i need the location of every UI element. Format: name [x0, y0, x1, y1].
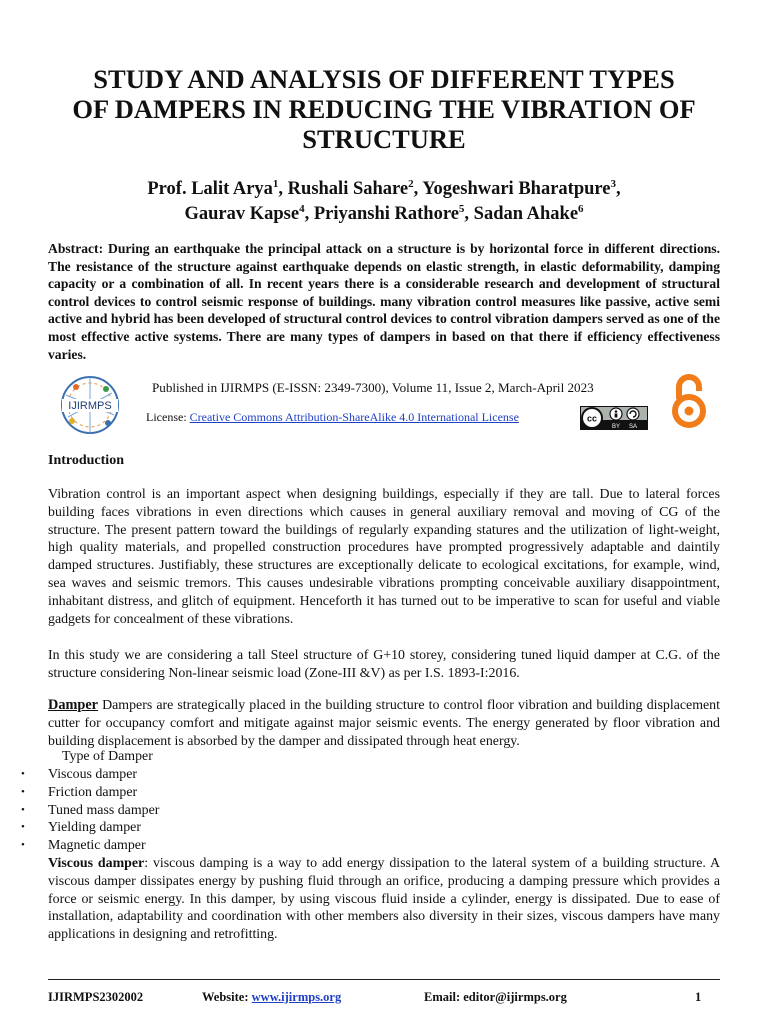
- viscous-damper-paragraph: [48, 855, 720, 944]
- author-name: Yogeshwari Bharatpure: [422, 179, 611, 199]
- author-name: Gaurav Kapse: [184, 204, 300, 224]
- damper-types-list: [0, 766, 159, 855]
- author-affiliation: 5: [458, 202, 465, 215]
- author-line: Prof. Lalit Arya$^1$, Rushali Sahare$^2$, Yogeshwari Bharatpure$^3$,: [147, 177, 621, 199]
- sa-icon: [627, 408, 639, 420]
- damper-text: Dampers are strategically placed in the building structure to control floor vibration and building displacement cutter for occupancy comfort and mitigate against major seismic events. The energy generated by floor vibration and building displacement is absorbed by the damper and dissipated through heat energy.: [48, 698, 720, 749]
- abstract: Abstract: During an earthquake the principal attack on a structure is by horizontal force in different directions. The resistance of the structure against earthquake depends on elastic strength, in elastic deformability, damping capacity or a combination of all. In recent years there is a considerable research and development of structural control devices to control seismic response of buildings. many vibration control measures like passive, active semi active and hybrid has been developed of structural control devices to control vibration dampers served as one of the most effective active systems. There are many types of dampers in based on that there if efficiency effectiveness varies.: [48, 241, 720, 362]
- publication-info: Published in IJIRMPS (E-ISSN: 2349-7300), Volume 11, Issue 2, March-April 2023: [152, 380, 594, 395]
- list-item-text: Tuned mass damper: [48, 802, 160, 818]
- list-item: [0, 766, 159, 784]
- author-affiliation: 2: [408, 177, 414, 190]
- introduction-paragraph: Vibration control is an important aspect when designing buildings, especially if they are tall. Due to lateral forces building faces vibrations in even directions which causes in general auxiliary removal and moving of CG of the structure. The present pattern toward the buildings of regularly expanding statures and the utilization of light-weight, high quality materials, and propelled construction procedures have prompted progressively adaptable and daintily damped structures. Justifiably, these structures are exceptionally delicate to ecological excitations, for example, wind, sea waves and seismic tremors. This causes undesirable vibrations prompting conceivable auxiliary disappointment, inhabitant distress, and glitch of equipment. Henceforth it has turned out to be imperative to scan for useful and viable gadgets for concealment of these vibrations.: [48, 487, 720, 627]
- bullet-icon: •: [21, 839, 25, 852]
- damper-paragraph: [48, 697, 720, 750]
- author-list: [40, 177, 728, 227]
- list-item: [0, 784, 159, 802]
- author-name: Rushali Sahare: [287, 179, 409, 199]
- list-item-text: Friction damper: [48, 784, 138, 800]
- bullet-icon: •: [21, 821, 25, 834]
- footer-website: [202, 990, 341, 1005]
- introduction-heading: Introduction: [48, 453, 124, 468]
- damper-types-heading: Type of Damper: [62, 749, 153, 764]
- by-text: BY: [611, 424, 621, 430]
- author-name: Prof. Lalit Arya: [147, 179, 273, 199]
- author-affiliation: 6: [578, 202, 584, 215]
- paper-title: [40, 64, 728, 154]
- viscous-text: : viscous damping is a way to add energy dissipation to the lateral system of a building structure. A viscous damper dissipates energy by pushing fluid through an orifice, producing a damping pressure which provides a force or seismic energy. In this damper, by using viscous fluid inside a cylinder, energy is dissipated. Due to ease of installation, adaptability and coordination with other members also diversity in their sizes, viscous dampers have many applications in designing and retrofitting.: [48, 856, 720, 943]
- author-affiliation: 1: [272, 177, 279, 190]
- bullet-icon: •: [21, 768, 25, 780]
- website-link[interactable]: www.ijirmps.org: [251, 990, 342, 1004]
- footer-rule: [48, 979, 720, 980]
- open-access-icon: [667, 372, 711, 432]
- author-name: Sadan Ahake: [473, 204, 579, 224]
- website-label: Website:: [202, 990, 252, 1004]
- sa-text: SA: [628, 424, 638, 430]
- title-line: STUDY AND ANALYSIS OF DIFFERENT TYPES: [93, 64, 675, 94]
- bullet-icon: •: [21, 803, 25, 816]
- list-item: [0, 837, 159, 855]
- list-item: [0, 819, 159, 837]
- ijirmps-logo: [56, 373, 124, 437]
- license-link[interactable]: Creative Commons Attribution-ShareAlike 4.0 International License: [189, 410, 519, 424]
- bullet-icon: •: [21, 785, 25, 798]
- license-label: License:: [146, 410, 190, 424]
- license-line: [146, 410, 519, 425]
- page-number: 1: [695, 990, 702, 1004]
- list-item-text: Viscous damper: [48, 767, 138, 782]
- footer-email: Email: editor@ijirmps.org: [424, 990, 567, 1004]
- author-name: Priyanshi Rathore: [313, 204, 459, 224]
- author-affiliation: 3: [610, 177, 616, 190]
- title-line: STRUCTURE: [302, 124, 466, 154]
- author-line: Gaurav Kapse$^4$, Priyanshi Rathore$^5$, Sadan Ahake$^6$: [184, 202, 584, 224]
- study-paragraph: In this study we are considering a tall Steel structure of G+10 storey, considering tuned liquid damper at C.G. of the structure considering Non-linear seismic load (Zone-III &V) as per I.S. 1893-I:2016.: [48, 648, 720, 681]
- list-item-text: Yielding damper: [48, 820, 141, 836]
- list-item: [0, 802, 159, 820]
- cc-by-sa-badge[interactable]: [580, 406, 648, 430]
- cc-text: cc: [586, 413, 598, 424]
- viscous-label: Viscous damper: [48, 856, 145, 871]
- logo-text: IJIRMPS: [68, 400, 112, 412]
- footer-paper-id: IJIRMPS2302002: [48, 990, 144, 1004]
- title-line: OF DAMPERS IN REDUCING THE VIBRATION OF: [72, 94, 696, 124]
- damper-label: Damper: [48, 697, 99, 713]
- author-affiliation: 4: [299, 202, 305, 215]
- list-item-text: Magnetic damper: [48, 838, 146, 854]
